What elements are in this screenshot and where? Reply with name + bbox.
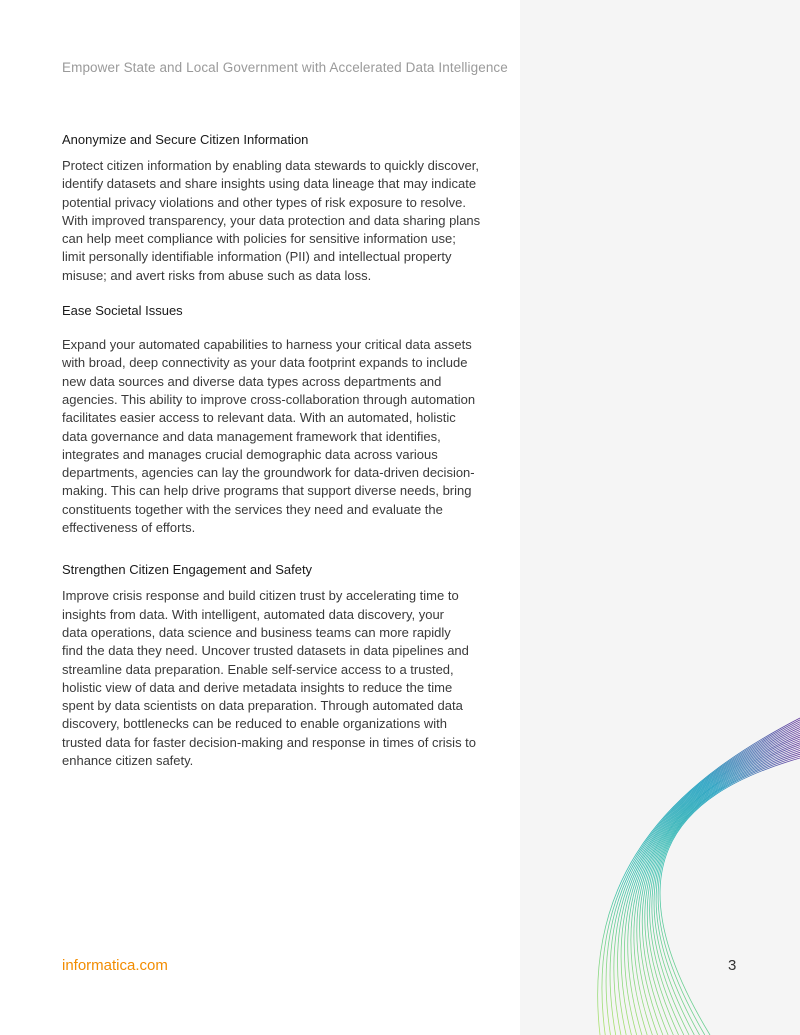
body-line: limit personally identifiable information (PII) and intellectual property <box>62 249 452 265</box>
body-line: can help meet compliance with policies for sensitive information use; <box>62 231 456 247</box>
section-citizen-engagement <box>62 560 482 770</box>
body-line: Expand your automated capabilities to harness your critical data assets <box>62 337 472 353</box>
body-line: facilitates easier access to relevant data. With an automated, holistic <box>62 410 456 426</box>
decorative-wave-graphic <box>520 0 800 1035</box>
wave-line <box>624 731 800 1035</box>
section-anonymize <box>62 130 482 285</box>
section-body <box>62 587 482 770</box>
section-body <box>62 157 482 285</box>
body-line: integrates and manages crucial demographic data across various <box>62 446 438 462</box>
body-line: data operations, data science and business teams can more rapidly <box>62 624 451 640</box>
body-line: agencies. This ability to improve cross-collaboration through automation <box>62 391 476 407</box>
wave-line <box>650 748 800 1035</box>
section-body <box>62 336 482 537</box>
body-line: Protect citizen information by enabling data stewards to quickly discover, <box>62 158 479 173</box>
body-line: departments, agencies can lay the groundwork for data-driven decision- <box>62 465 475 481</box>
informatica-website-link[interactable]: informatica.com <box>62 957 168 974</box>
body-line: new data sources and diverse data types across departments and <box>62 373 442 389</box>
section-heading: Anonymize and Secure Citizen Information <box>62 132 309 147</box>
body-line: discovery, bottlenecks can be reduced to enable organizations with <box>62 716 447 732</box>
section-heading: Ease Societal Issues <box>62 303 183 319</box>
body-line: enhance citizen safety. <box>62 753 194 769</box>
body-line: trusted data for faster decision-making and response in times of crisis to <box>62 734 477 750</box>
body-line: constituents together with the services they need and evaluate the <box>62 501 443 517</box>
wave-line <box>656 754 800 1035</box>
body-line: spent by data scientists on data preparation. Through automated data <box>62 698 463 714</box>
body-line: identify datasets and share insights using data lineage that may indicate <box>62 176 477 192</box>
wave-line <box>602 720 800 1035</box>
body-line: potential privacy violations and other types of risk exposure to resolve. <box>62 194 466 210</box>
section-societal-issues <box>62 301 482 537</box>
body-line: data governance and data management framework that identifies, <box>62 428 441 444</box>
body-line: insights from data. With intelligent, automated data discovery, your <box>62 606 445 622</box>
body-line: Improve crisis response and build citizen trust by accelerating time to <box>62 588 459 604</box>
body-line: effectiveness of efforts. <box>62 520 196 536</box>
body-line: find the data they need. Uncover trusted datasets in data pipelines and <box>62 643 469 659</box>
body-line: making. This can help drive programs that support diverse needs, bring <box>62 483 472 499</box>
body-line: misuse; and avert risks from abuse such as data loss. <box>62 267 372 283</box>
wave-line <box>658 756 800 1035</box>
body-line: holistic view of data and derive metadata insights to reduce the time <box>62 679 453 695</box>
body-line: With improved transparency, your data protection and data sharing plans <box>62 212 481 228</box>
document-header-title: Empower State and Local Government with Accelerated Data Intelligence <box>62 60 508 75</box>
main-content <box>62 130 482 770</box>
page-number: 3 <box>728 957 737 974</box>
wave-line <box>654 752 800 1035</box>
section-heading: Strengthen Citizen Engagement and Safety <box>62 562 313 578</box>
body-line: streamline data preparation. Enable self-service access to a trusted, <box>62 661 454 677</box>
body-line: with broad, deep connectivity as your data footprint expands to include <box>62 355 468 371</box>
